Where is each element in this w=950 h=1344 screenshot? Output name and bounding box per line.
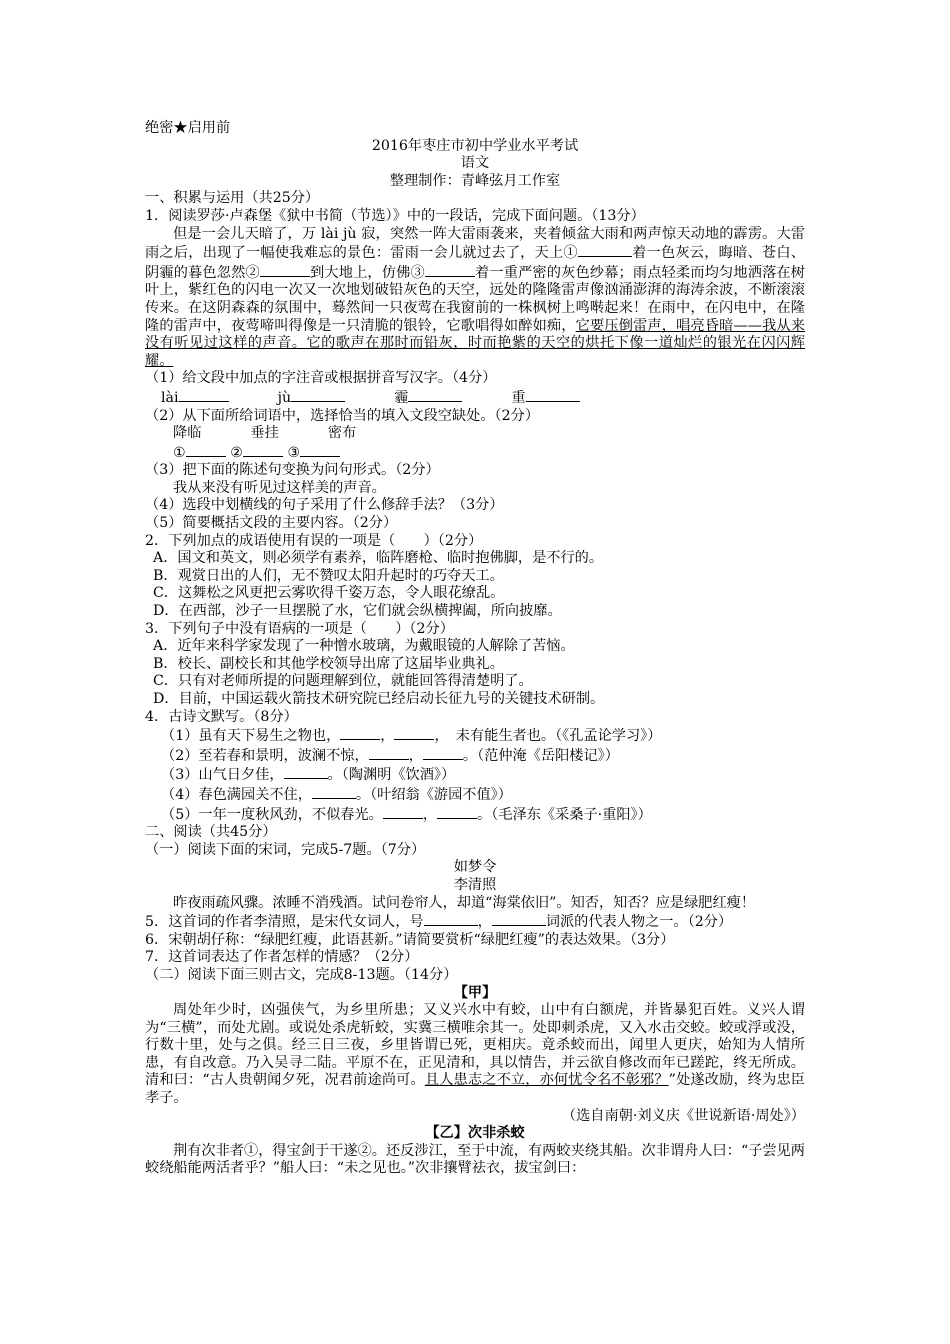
q1-passage-part1: 但是一会儿天暗了，万 lài jù 寂，突然一阵大雷雨袭来，夹着倾盆大雨和两声惊天动地的霹雳。大雷雨之后，出现了一幅使我难忘的景色：雷雨一会儿就过去了，天上① bbox=[145, 225, 805, 262]
q4-stem: 4．古诗文默写。（8分） bbox=[145, 708, 298, 725]
answer-blank[interactable] bbox=[312, 785, 356, 799]
q1-passage-part2: 着一色灰云，晦暗、苍白、阴霾的暮色忽然② bbox=[145, 245, 805, 281]
text-jia-underlined: 且人患志之不立，亦何忧令名不彰邪？ bbox=[424, 1072, 669, 1089]
q4-item-text: 。（范仲淹《岳阳楼记》） bbox=[462, 747, 619, 764]
editor-credit: 整理制作：青峰弦月工作室 bbox=[389, 172, 561, 189]
q1-sub3-sentence: 我从来没有听见过这样美的声音。 bbox=[173, 479, 386, 496]
answer-blank[interactable] bbox=[179, 388, 229, 402]
text-jia-end: ”处遂改励，终为忠臣孝子。 bbox=[145, 1072, 805, 1107]
q4-item-1 bbox=[145, 726, 805, 746]
q1-sub1: （1）给文段中加点的字注音或根据拼音写汉字。（4分） bbox=[145, 370, 497, 387]
answer-blank[interactable] bbox=[291, 388, 345, 402]
q4-item-text: （5）一年一度秋风劲，不似春光。 bbox=[161, 806, 383, 823]
q1-sub2: （2）从下面所给词语中，选择恰当的填入文段空缺处。（2分） bbox=[145, 407, 540, 424]
q4-item-text: （4）春色满园关不住， bbox=[161, 786, 312, 803]
part2-heading: 二、阅读（共45分） bbox=[145, 824, 277, 841]
q4-item-text: ， bbox=[380, 728, 395, 745]
answer-blank[interactable] bbox=[340, 726, 380, 740]
text-yi-title: 【乙】次非杀蛟 bbox=[425, 1125, 525, 1142]
secret-label: 绝密★启用前 bbox=[145, 120, 231, 136]
q4-item-text: （3）山气日夕佳， bbox=[161, 767, 284, 784]
q4-item-text: 。（叶绍翁《游园不值》） bbox=[355, 786, 512, 803]
q4-item-text: ， bbox=[408, 747, 423, 764]
char-mai: 霾 bbox=[394, 389, 409, 406]
mark-1: ① bbox=[173, 444, 186, 461]
section1-heading: （一）阅读下面的宋词，完成5-7题。（7分） bbox=[145, 841, 426, 858]
answer-blank[interactable] bbox=[383, 805, 423, 819]
q4-item-text: 。（毛泽东《采桑子·重阳》） bbox=[477, 806, 652, 823]
blank-1[interactable] bbox=[578, 243, 632, 257]
pinyin-lai: lài bbox=[161, 389, 179, 406]
answer-blank[interactable] bbox=[186, 443, 226, 457]
q1-sub3: （3）把下面的陈述句变换为问句形式。（2分） bbox=[145, 462, 440, 479]
q2-option-b: B．观赏日出的人们，无不赞叹太阳升起时的巧夺天工。 bbox=[153, 567, 504, 584]
q4-item-5 bbox=[145, 805, 805, 825]
q5 bbox=[145, 912, 805, 932]
word-option: 垂挂 bbox=[250, 425, 279, 442]
text-jia-title: 【甲】 bbox=[453, 984, 497, 1001]
text-jia-body: 周处年少时，凶强侠气，为乡里所患；又义兴水中有蛟，山中有白额虎，并皆暴犯百姓。义兴人谓为“三横”，而处尤剧。或说处杀虎斩蛟，实冀三横唯余其一。处即刺杀虎，又入水击交蛟。蛟或浮或没，行数十里，处与之俱。经三日三夜，乡里皆谓已死，更相庆。竟杀蛟而出，闻里人更庆，始知为人情所患，有自改意。乃入吴寻二陆。平原不在，正见清和，具以情告，并云欲自修改而年已蹉跎，终无所成。清和曰：“古人贵朝闻夕死，况君前途尚可。 bbox=[145, 1002, 805, 1089]
exam-title: 2016年枣庄市初中学业水平考试 bbox=[371, 137, 579, 154]
q3-option-c: C．只有对老师所提的问题理解到位，就能回答得清楚明了。 bbox=[153, 673, 533, 690]
text-yi: 荆有次非者①，得宝剑于干遂②。还反涉江，至于中流，有两蛟夹绕其船。次非谓舟人曰：“子尝见两蛟绕船能两活者乎？”船人曰：“未之见也。”次非攘臂祛衣，拔宝剑曰： bbox=[145, 1142, 805, 1177]
answer-blank[interactable] bbox=[408, 388, 462, 402]
exam-page bbox=[145, 120, 805, 1178]
q3-stem: 3．下列句子中没有语病的一项是（ ）（2分） bbox=[145, 620, 454, 637]
q1-sub2-blanks bbox=[145, 443, 805, 463]
word-option: 降临 bbox=[173, 425, 202, 442]
q4-item-4 bbox=[145, 785, 805, 805]
subject-title: 语文 bbox=[460, 155, 490, 172]
q1-passage-part3: 到大地上，仿佛③ bbox=[309, 264, 425, 281]
section2-heading: （二）阅读下面三则古文，完成8-13题。（14分） bbox=[145, 966, 458, 983]
answer-blank[interactable] bbox=[243, 443, 283, 457]
q2-option-c: C．这舞松之风更把云雾吹得千姿万态，令人眼花缭乱。 bbox=[153, 585, 505, 602]
q5-text: 词派的代表人物之一。（2分） bbox=[545, 914, 733, 931]
word-option: 密布 bbox=[327, 425, 357, 442]
q6: 6．宋朝胡仔称：“绿肥红瘦，此语甚新。”请简要赏析“绿肥红瘦”的表达效果。（3分） bbox=[145, 931, 675, 948]
answer-blank[interactable] bbox=[424, 912, 478, 926]
answer-blank[interactable] bbox=[437, 805, 477, 819]
answer-blank[interactable] bbox=[526, 388, 580, 402]
q1-sub1-items bbox=[145, 388, 805, 408]
poem-title: 如梦令 bbox=[453, 859, 497, 876]
q2-stem: 2．下列加点的成语使用有误的一项是（ ）（2分） bbox=[145, 532, 483, 549]
answer-blank[interactable] bbox=[369, 746, 409, 760]
q4-item-text: 。（陶渊明《饮酒》） bbox=[327, 767, 456, 784]
q4-item-text: ， 未有能生者也。（《孔孟论学习》） bbox=[434, 728, 662, 745]
q5-text: ， bbox=[477, 914, 492, 931]
q1-sub2-words bbox=[145, 425, 805, 443]
q1-sub4: （4）选段中划横线的句子采用了什么修辞手法？（3分） bbox=[145, 497, 504, 514]
answer-blank[interactable] bbox=[394, 726, 434, 740]
q4-item-3 bbox=[145, 765, 805, 785]
q3-option-b: B．校长、副校长和其他学校领导出席了这届毕业典礼。 bbox=[153, 655, 504, 672]
q2-option-d: D．在西部，沙子一旦摆脱了水，它们就会纵横捭阖，所向披靡。 bbox=[153, 603, 562, 620]
q4-item-text: ， bbox=[422, 806, 438, 823]
answer-blank[interactable] bbox=[300, 443, 340, 457]
answer-blank[interactable] bbox=[492, 912, 546, 926]
pinyin-ju: jù bbox=[277, 389, 292, 406]
q3-option-a: A．近年来科学家发现了一种憎水玻璃，为戴眼镜的人解除了苦恼。 bbox=[153, 638, 575, 655]
q1-passage bbox=[145, 226, 805, 371]
q4-item-text: （2）至若春和景明，波澜不惊， bbox=[161, 747, 369, 764]
q4-item-text: （1）虽有天下易生之物也， bbox=[161, 728, 341, 745]
mark-3: ③ bbox=[287, 444, 301, 461]
poem-text: 昨夜雨疏风骤。浓睡不消残酒。试问卷帘人，却道“海棠依旧”。知否，知否？应是绿肥红瘦！ bbox=[173, 894, 756, 911]
text-jia-source: （选自南朝·刘义庆《世说新语·周处》） bbox=[561, 1107, 805, 1124]
blank-2[interactable] bbox=[260, 263, 310, 277]
q4-item-2 bbox=[145, 746, 805, 766]
q7: 7．这首词表达了作者怎样的情感？（2分） bbox=[145, 949, 419, 966]
q1-sub5: （5）简要概括文段的主要内容。（2分） bbox=[145, 515, 398, 532]
q3-option-d: D．目前，中国运载火箭技术研究院已经启动长征九号的关键技术研制。 bbox=[153, 691, 605, 707]
q1-underlined-sentence: 它要压倒雷声，唱亮昏暗——我从来没有听见过这样的声音。它的歌声在那时而铅灰，时而艳紫的天空的烘托下像一道灿烂的银光在闪闪辉耀。 bbox=[145, 317, 805, 369]
q1-stem: 1．阅读罗莎·卢森堡《狱中书简（节选）》中的一段话，完成下面问题。（13分） bbox=[145, 207, 645, 224]
q1-passage-part4: 着一重严密的灰色纱幕；雨点轻柔而均匀地洒落在树叶上，紫红色的闪电一次又一次地划破铅灰色的天空，远处的隆隆雷声像汹涌澎湃的海涛余波，不断滚滚传来。在这阴森森的氛围中，蓦然间一只夜莺在我窗前的一株枫树上鸣啭起来！在雨中，在闪电中，在隆隆的雷声中，夜莺啼叫得像是一只清脆的银铃，它歌唱得如醉如痴， bbox=[145, 264, 805, 334]
mark-2: ② bbox=[230, 444, 243, 461]
blank-3[interactable] bbox=[425, 263, 475, 277]
part1-heading: 一、积累与运用（共25分） bbox=[145, 190, 320, 207]
text-jia bbox=[145, 1002, 805, 1108]
answer-blank[interactable] bbox=[284, 765, 328, 779]
char-zhong: 重 bbox=[511, 389, 526, 406]
q5-text: 5．这首词的作者李清照，是宋代女词人，号 bbox=[145, 914, 424, 931]
q2-option-a: A．国文和英文，则必须学有素养，临阵磨枪、临时抱佛脚，是不行的。 bbox=[153, 550, 604, 567]
poem-author: 李清照 bbox=[453, 876, 497, 893]
answer-blank[interactable] bbox=[423, 746, 463, 760]
